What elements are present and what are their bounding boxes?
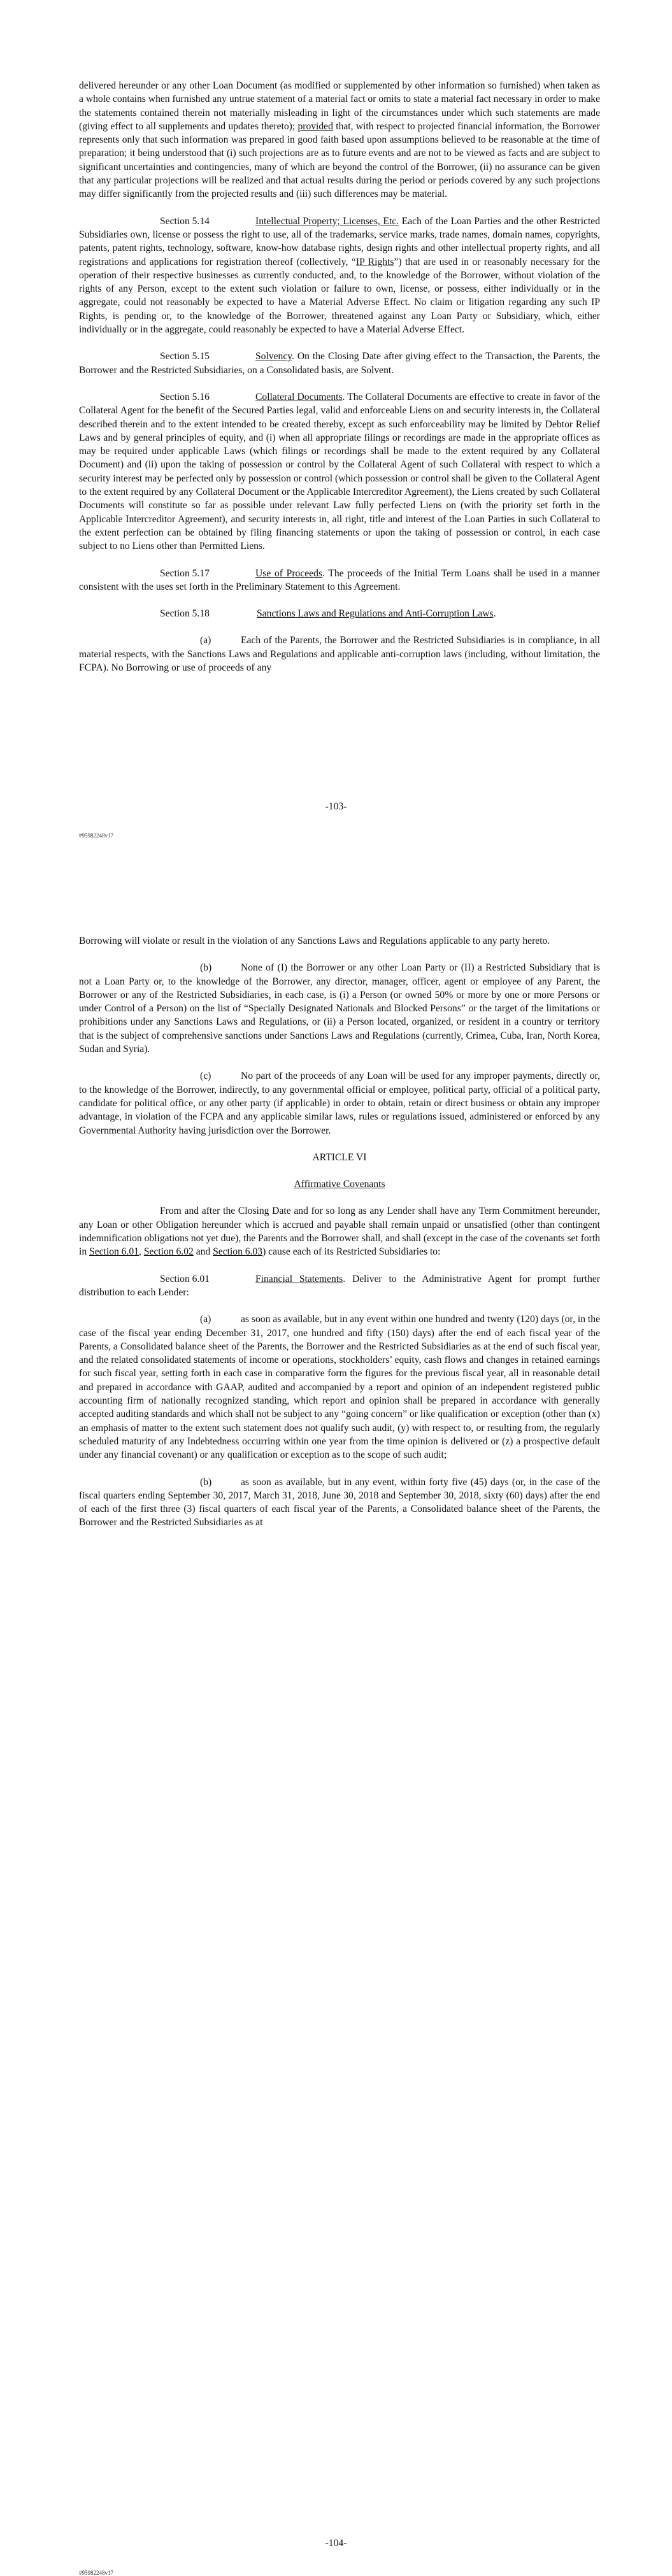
section-number: Section 5.16: [160, 391, 210, 402]
section-title: Sanctions Laws and Regulations and Anti-Corruption Laws: [257, 608, 494, 620]
page-number: -104-: [325, 2538, 347, 2549]
section-text: . The Collateral Documents are effective to create in favor of the Collateral Agent for the benefit of the Secured Parties legal, valid and enforceable Liens on and security interests in, the Collateral described therein and to the extent intended to be created thereby, except as such enforceability may be limited by Debtor Relief Laws and by general principles of equity, and (i) when all appropriate filings or recordings are made in the appropriate offices as may be required under applicable Laws (which filings or recordings shall be made to the extent required by any Collateral Document) and (ii) upon the taking of possession or control by the Collateral Agent of such Collateral with respect to which a security interest may be perfected only by possession or control (which possession or control shall be given to the Collateral Agent to the extent required by any Collateral Document or the Applicable Intercreditor Agreement), the Liens created by such Collateral Documents will constitute so far as possible under relevant Law fully perfected Liens on (with the priority set forth in the Applicable Intercreditor Agreement), and security interests in, all right, title and interest of the Loan Parties in such Collateral to the extent perfection can be obtained by filing financing statements or upon the taking of possession or control, in each case subject to no Liens other than Permitted Liens.: [79, 391, 600, 552]
section-6-01: [79, 1272, 600, 1300]
article-title: [79, 1178, 600, 1191]
article-heading: ARTICLE VI: [312, 1151, 367, 1163]
intro-text: From and after the Closing Date and for so long as any Lender shall have any Term Commitment hereunder, any Loan or other Obligation hereunder which is accrued and payable shall remain unpaid or unsatisfied (other than contingent indemnification obligations not yet due), the Parents and the Borrower shall, and shall (except in the case of the covenants set forth in: [79, 1206, 601, 1258]
page-103: [0, 0, 672, 869]
clause-label: (a): [200, 1314, 211, 1325]
page-104: [0, 869, 672, 2576]
page-104-body: [79, 934, 600, 1530]
intro-comma: ,: [139, 1246, 141, 1258]
section-text: . On the Closing Date after giving effect to the Transaction, the Parents, the Borrower and the Restricted Subsidiaries, on a Consolidated basis, are Solvent.: [79, 351, 600, 376]
section-5-17: [79, 567, 600, 594]
section-text: . The proceeds of the Initial Term Loans shall be used in a manner consistent with the uses set forth in the Preliminary Statement to this Agreement.: [79, 567, 600, 592]
section-5-16: [79, 390, 600, 553]
section-title: Financial Statements: [255, 1273, 343, 1284]
document-id: #95982248v17: [79, 832, 113, 839]
section-ref-6-02: Section 6.02: [143, 1246, 194, 1258]
page-103-body: [79, 79, 600, 674]
clause-text: No part of the proceeds of any Loan will be used for any improper payments, directly or, to the knowledge of the Borrower, indirectly, to any governmental official or employee, political party, official of a political party, candidate for political office, or any other party (if applicable) in order to obtain, retain or direct business or obtain any improper advantage, in violation of the FCPA and any applicable similar laws, rules or regulations issued, administered or enforced by any Governmental Authority having jurisdiction over the Borrower.: [79, 1071, 600, 1136]
continuation-text: delivered hereunder or any other Loan Document (as modified or supplemented by other information so furnished) when taken as a whole contains when furnished any untrue statement of a material fact or omits to state a material fact necessary in order to make the statements contained therein not materially misleading in light of the circumstances under which such statements are made (giving effect to all supplements and updates thereto);: [79, 80, 600, 132]
section-text: . Deliver to the Administrative Agent for prompt further distribution to each Lender:: [79, 1273, 600, 1298]
clause-text: as soon as available, but in any event, within forty five (45) days (or, in the case of the fiscal quarters ending September 30, 2017, March 31, 2018, June 30, 2018 and September 30, 2018, sixty (60) days) after the end of each of the first three (3) fiscal quarters of each fiscal year of the Parents, a Consolidated balance sheet of the Parents, the Borrower and the Restricted Subsidiaries as at: [79, 1476, 600, 1528]
section-5-15: [79, 350, 600, 377]
section-5-18: [79, 607, 600, 620]
section-title: Solvency: [255, 351, 292, 362]
clause-label: (a): [200, 635, 211, 646]
clause-6-01-a: [79, 1313, 600, 1462]
intro-and: and: [196, 1246, 211, 1258]
article-title-text: Affirmative Covenants: [294, 1179, 385, 1190]
intro-text-rest: ) cause each of its Restricted Subsidiaries to:: [262, 1246, 441, 1258]
clause-6-01-b: [79, 1476, 600, 1530]
section-title: Use of Proceeds: [255, 567, 322, 579]
continuation-paragraph: [79, 934, 600, 948]
section-text: Each of the Loan Parties and the other Restricted Subsidiaries own, license or possess the right to use, all of the trademarks, service marks, trade names, domain names, copyrights, patents, patent rights, technology, software, know-how database rights, design rights and other intellectual property rights, and all registrations and applications for registration thereof (collectively, “: [79, 215, 600, 267]
continuation-text-rest: that, with respect to projected financial information, the Borrower represents only that such information was prepared in good faith based upon assumptions believed to be reasonable at the time of preparation; it being understood that (i) such projections are as to future events and are not to be viewed as facts and are subject to significant uncertainties and contingencies, many of which are beyond the control of the Borrower, (ii) no assurance can be given that any particular projections will be realized and that actual results during the period or periods covered by any such projections may differ significantly from the projected results and (iii) such differences may be material.: [79, 120, 600, 200]
section-number: Section 6.01: [160, 1273, 210, 1284]
document-id: #95982248v17: [79, 2570, 113, 2576]
section-text-rest: ”) that are used in or reasonably necessary for the operation of their respective businesses as currently conducted, and, to the knowledge of the Borrower, without violation of the rights of any Person, except to the extent such violation or failure to own, license, or possess, either individually or in the aggregate, could not reasonably be expected to have a Material Adverse Effect. No claim or litigation regarding any such IP Rights, is pending or, to the knowledge of the Borrower, threatened against any Loan Party or Subsidiary, which, either individually or in the aggregate, could reasonably be expected to have a Material Adverse Effect.: [79, 256, 600, 336]
section-number: Section 5.14: [160, 215, 210, 227]
section-number: Section 5.15: [160, 351, 210, 362]
section-period: .: [493, 608, 496, 620]
section-ref-6-01: Section 6.01: [89, 1246, 139, 1258]
clause-5-18-a: [79, 634, 600, 674]
clause-label: (b): [200, 962, 212, 974]
section-number: Section 5.17: [160, 567, 210, 579]
clause-5-18-c: [79, 1069, 600, 1137]
clause-text: as soon as available, but in any event within one hundred and twenty (120) days (or, in the case of the fiscal year ending December 31, 2017, one hundred and fifty (150) days) after the end of each fiscal year of the Parents, a Consolidated balance sheet of the Parents, the Borrower and the Restricted Subsidiaries as at the end of such fiscal year, and the related consolidated statements of income or operations, stockholders’ equity, cash flows and changes in retained earnings for such fiscal year, setting forth in each case in comparative form the figures for the previous fiscal year, all in reasonable detail and prepared in accordance with GAAP, audited and accompanied by a report and opinion of an independent registered public accounting firm of nationally recognized standing, which report and opinion shall be prepared in accordance with generally accepted auditing standards and which shall not be subject to any “going concern” or like qualification or exception (other than (x) an emphasis of matter to the extent such statement does not qualify such audit, (y) with respect to, or resulting from, the regularly scheduled maturity of any Indebtedness occurring within one year from the time opinion is delivered or (z) a prospective default under any financial covenant) or any qualification or exception as to the scope of such audit;: [79, 1314, 600, 1461]
clause-5-18-b: [79, 961, 600, 1056]
clause-label: (b): [200, 1476, 212, 1488]
continuation-paragraph: [79, 79, 600, 201]
section-title: Collateral Documents: [255, 391, 343, 402]
defined-term-ip-rights: IP Rights: [355, 256, 394, 267]
clause-text: Each of the Parents, the Borrower and the Restricted Subsidiaries is in compliance, in all material respects, with the Sanctions Laws and Regulations and applicable anti-corruption laws (including, without limitation, the FCPA). No Borrowing or use of proceeds of any: [79, 635, 600, 673]
continuation-text: Borrowing will violate or result in the violation of any Sanctions Laws and Regulations applicable to any party hereto.: [79, 936, 550, 946]
provided-term: provided: [297, 120, 333, 132]
article-intro: [79, 1204, 600, 1258]
page-number: -103-: [325, 801, 347, 812]
section-number: Section 5.18: [160, 608, 210, 620]
section-ref-6-03: Section 6.03: [213, 1246, 263, 1258]
section-5-14: [79, 215, 600, 337]
section-title: Intellectual Property; Licenses, Etc.: [255, 215, 399, 227]
clause-text: None of (I) the Borrower or any other Loan Party or (II) a Restricted Subsidiary that is not a Loan Party or, to the knowledge of the Borrower, any director, manager, officer, agent or employee of any Parent, the Borrower or any of the Restricted Subsidiaries, in each case, is (i) a Person (or owned 50% or more by one or more Persons or under Control of a Person) on the list of “Specially Designated Nationals and Blocked Persons” or the target of the limitations or prohibitions under any Sanctions Laws and Regulations, or (ii) a Person located, organized, or resident in a country or territory that is the subject of comprehensive sanctions under Sanctions Laws and Regulations (currently, Crimea, Cuba, Iran, North Korea, Sudan and Syria).: [79, 962, 600, 1055]
clause-label: (c): [200, 1071, 211, 1082]
